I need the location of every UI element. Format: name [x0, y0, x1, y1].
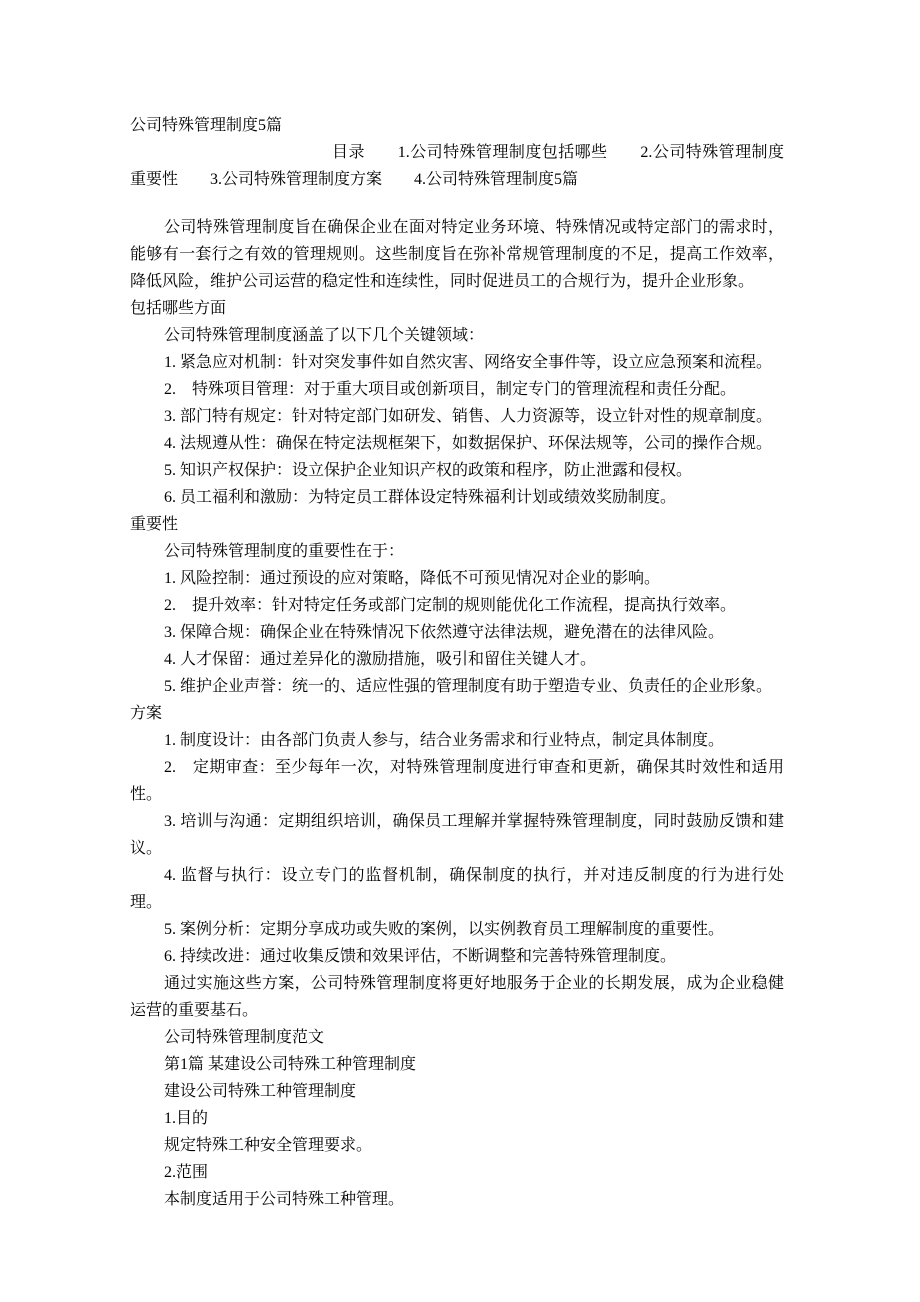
list-item: 6. 员工福利和激励：为特定员工群体设定特殊福利计划或绩效奖励制度。: [164, 489, 677, 506]
document-title: 公司特殊管理制度5篇: [130, 117, 283, 134]
list-item: 1. 风险控制：通过预设的应对策略，降低不可预见情况对企业的影响。: [164, 570, 661, 587]
section-heading-plan: 方案: [130, 705, 163, 722]
purpose-text: 规定特殊工种安全管理要求。: [164, 1137, 373, 1154]
table-of-contents: 目录 1.公司特殊管理制度包括哪些 2.公司特殊管理制度重要性 3.公司特殊管理制度方案 4.公司特殊管理制度5篇: [130, 144, 784, 188]
scope-heading: 2.范围: [164, 1164, 209, 1181]
list-item: 2. 定期审查：至少每年一次，对特殊管理制度进行审查和更新，确保其时效性和适用性。: [130, 759, 784, 803]
list-item: 5. 知识产权保护：设立保护企业知识产权的政策和程序，防止泄露和侵权。: [164, 462, 693, 479]
chapter-1-subtitle: 建设公司特殊工种管理制度: [164, 1083, 357, 1100]
list-item: 3. 培训与沟通：定期组织培训，确保员工理解并掌握特殊管理制度，同时鼓励反馈和建议。: [130, 813, 784, 857]
section-heading-scope: 包括哪些方面: [130, 300, 227, 317]
section-heading-importance: 重要性: [130, 516, 179, 533]
list-item: 2. 提升效率：针对特定任务或部门定制的规则能优化工作流程，提高执行效率。: [164, 597, 737, 614]
closing-paragraph: 通过实施这些方案，公司特殊管理制度将更好地服务于企业的长期发展，成为企业稳健运营的重要基石。: [130, 975, 784, 1019]
list-item: 2. 特殊项目管理：对于重大项目或创新项目，制定专门的管理流程和责任分配。: [164, 381, 737, 398]
section-lead: 公司特殊管理制度涵盖了以下几个关键领域：: [164, 327, 485, 344]
list-item: 5. 维护企业声誉：统一的、适应性强的管理制度有助于塑造专业、负责任的企业形象。: [164, 678, 773, 695]
sample-docs-title: 公司特殊管理制度范文: [164, 1029, 325, 1046]
section-lead: 公司特殊管理制度的重要性在于：: [164, 543, 405, 560]
list-item: 3. 部门特有规定：针对特定部门如研发、销售、人力资源等，设立针对性的规章制度。: [164, 408, 773, 425]
list-item: 1. 紧急应对机制：针对突发事件如自然灾害、网络安全事件等，设立应急预案和流程。: [164, 354, 773, 371]
list-item: 4. 监督与执行：设立专门的监督机制，确保制度的执行，并对违反制度的行为进行处理。: [130, 867, 784, 911]
purpose-heading: 1.目的: [164, 1110, 209, 1127]
chapter-1-title: 第1篇 某建设公司特殊工种管理制度: [164, 1056, 417, 1073]
list-item: 4. 法规遵从性：确保在特定法规框架下，如数据保护、环保法规等，公司的操作合规。: [164, 435, 773, 452]
list-item: 4. 人才保留：通过差异化的激励措施，吸引和留住关键人才。: [164, 651, 597, 668]
list-item: 3. 保障合规：确保企业在特殊情况下依然遵守法律法规，避免潜在的法律风险。: [164, 624, 725, 641]
list-item: 6. 持续改进：通过收集反馈和效果评估，不断调整和完善特殊管理制度。: [164, 948, 677, 965]
scope-text: 本制度适用于公司特殊工种管理。: [164, 1191, 405, 1208]
intro-paragraph: 公司特殊管理制度旨在确保企业在面对特定业务环境、特殊情况或特定部门的需求时，能够有一套行之有效的管理规则。这些制度旨在弥补常规管理制度的不足，提高工作效率，降低风险，维护公司运营的稳定性和连续性，同时促进员工的合规行为，提升企业形象。: [130, 219, 784, 290]
list-item: 5. 案例分析：定期分享成功或失败的案例，以实例教育员工理解制度的重要性。: [164, 921, 725, 938]
list-item: 1. 制度设计：由各部门负责人参与，结合业务需求和行业特点，制定具体制度。: [164, 732, 725, 749]
